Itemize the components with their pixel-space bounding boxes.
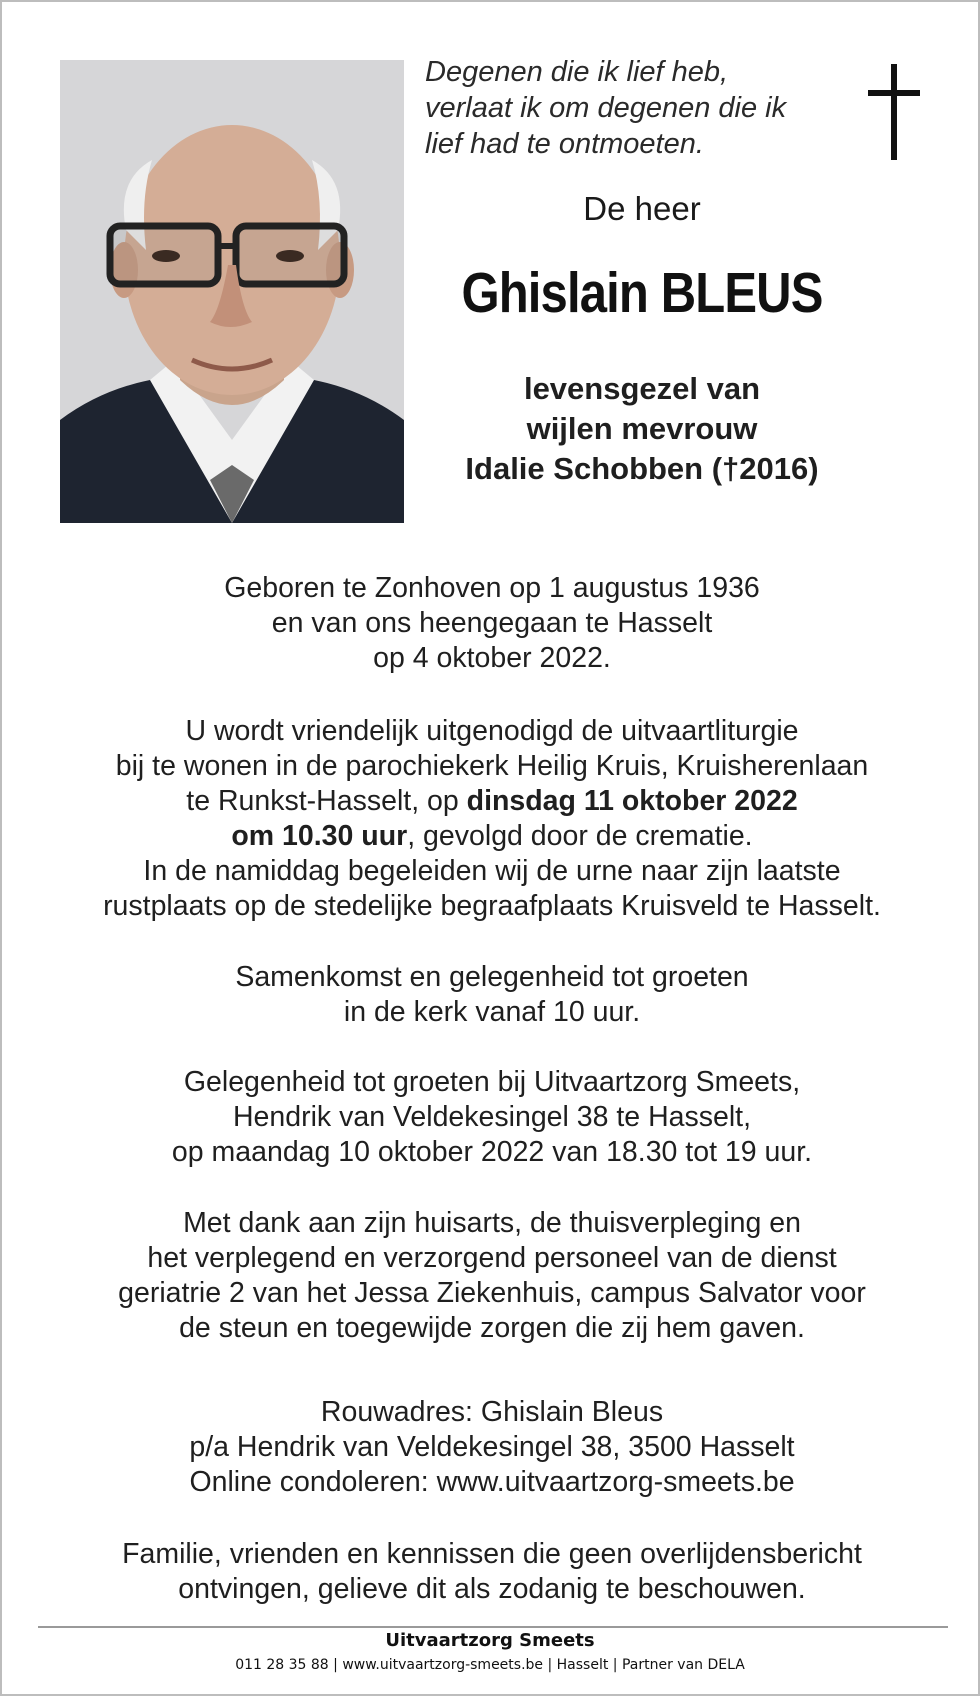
closing-paragraph — [22, 1537, 962, 1607]
funeral-home-contact: 011 28 35 88 | www.uitvaartzorg-smeets.be | Hasselt | Partner van DELA — [235, 1657, 745, 1673]
footer-divider — [38, 1626, 948, 1628]
relation-block — [432, 369, 852, 489]
text-line: Hendrik van Veldekesingel 38 te Hasselt, — [232, 1101, 752, 1133]
funeral-home-name: Uitvaartzorg Smeets — [385, 1630, 595, 1651]
text-line: Samenkomst en gelegenheid tot groeten — [235, 961, 749, 993]
text-line: in de kerk vanaf 10 uur. — [343, 996, 641, 1028]
deceased-name: Ghislain BLEUS — [461, 261, 823, 325]
text-segment: te Runkst-Hasselt, op — [186, 785, 467, 817]
birth-death-paragraph — [22, 571, 962, 676]
text-line: rustplaats op de stedelijke begraafplaats Kruisveld te Hasselt. — [103, 890, 881, 922]
relation-line: wijlen mevrouw — [526, 411, 758, 446]
portrait-photo — [60, 60, 404, 523]
funeral-paragraph — [22, 714, 962, 924]
relation-line: levensgezel van — [523, 371, 761, 406]
quote-line: Degenen die ik lief heb, — [425, 56, 729, 88]
relation-line: Idalie Schobben (†2016) — [465, 451, 819, 486]
text-line: p/a Hendrik van Veldekesingel 38, 3500 Hasselt — [189, 1431, 795, 1463]
text-line: bij te wonen in de parochiekerk Heilig Kruis, Kruisherenlaan — [115, 750, 869, 782]
text-line: de steun en toegewijde zorgen die zij hem gaven. — [179, 1312, 805, 1344]
text-line: geriatrie 2 van het Jessa Ziekenhuis, campus Salvator voor — [118, 1277, 866, 1309]
funeral-date: dinsdag 11 oktober 2022 — [466, 785, 798, 817]
text-line: Gelegenheid tot groeten bij Uitvaartzorg Smeets, — [183, 1066, 801, 1098]
text-line — [22, 784, 962, 819]
honorific: De heer — [583, 190, 701, 227]
text-line: ontvingen, gelieve dit als zodanig te beschouwen. — [178, 1573, 806, 1605]
quote-line: verlaat ik om degenen die ik — [425, 92, 787, 124]
text-line: Familie, vrienden en kennissen die geen overlijdensbericht — [122, 1538, 862, 1570]
funeral-time: om 10.30 uur — [231, 820, 408, 852]
quote-line: lief had te ontmoeten. — [425, 128, 704, 160]
portrait-illustration — [60, 60, 404, 523]
gathering-paragraph — [22, 960, 962, 1030]
text-line: Rouwadres: Ghislain Bleus — [320, 1396, 664, 1428]
condolence-link: Online condoleren: www.uitvaartzorg-smeets.be — [189, 1466, 795, 1498]
visitation-paragraph — [22, 1065, 962, 1170]
text-segment: , gevolgd door de crematie. — [407, 820, 753, 852]
memorial-quote — [425, 54, 845, 162]
latin-cross-icon — [862, 64, 926, 160]
text-line: op maandag 10 oktober 2022 van 18.30 tot 19 uur. — [171, 1136, 813, 1168]
text-line: Met dank aan zijn huisarts, de thuisverpleging en — [183, 1207, 801, 1239]
text-line: In de namiddag begeleiden wij de urne naar zijn laatste — [143, 855, 841, 887]
address-paragraph — [22, 1395, 962, 1500]
text-line: het verplegend en verzorgend personeel van de dienst — [147, 1242, 837, 1274]
text-line: Geboren te Zonhoven op 1 augustus 1936 — [224, 572, 760, 604]
text-line: op 4 oktober 2022. — [373, 642, 611, 674]
text-line — [22, 819, 962, 854]
text-line: en van ons heengegaan te Hasselt — [271, 607, 713, 639]
text-line: U wordt vriendelijk uitgenodigd de uitvaartliturgie — [185, 715, 799, 747]
thanks-paragraph — [22, 1206, 962, 1346]
